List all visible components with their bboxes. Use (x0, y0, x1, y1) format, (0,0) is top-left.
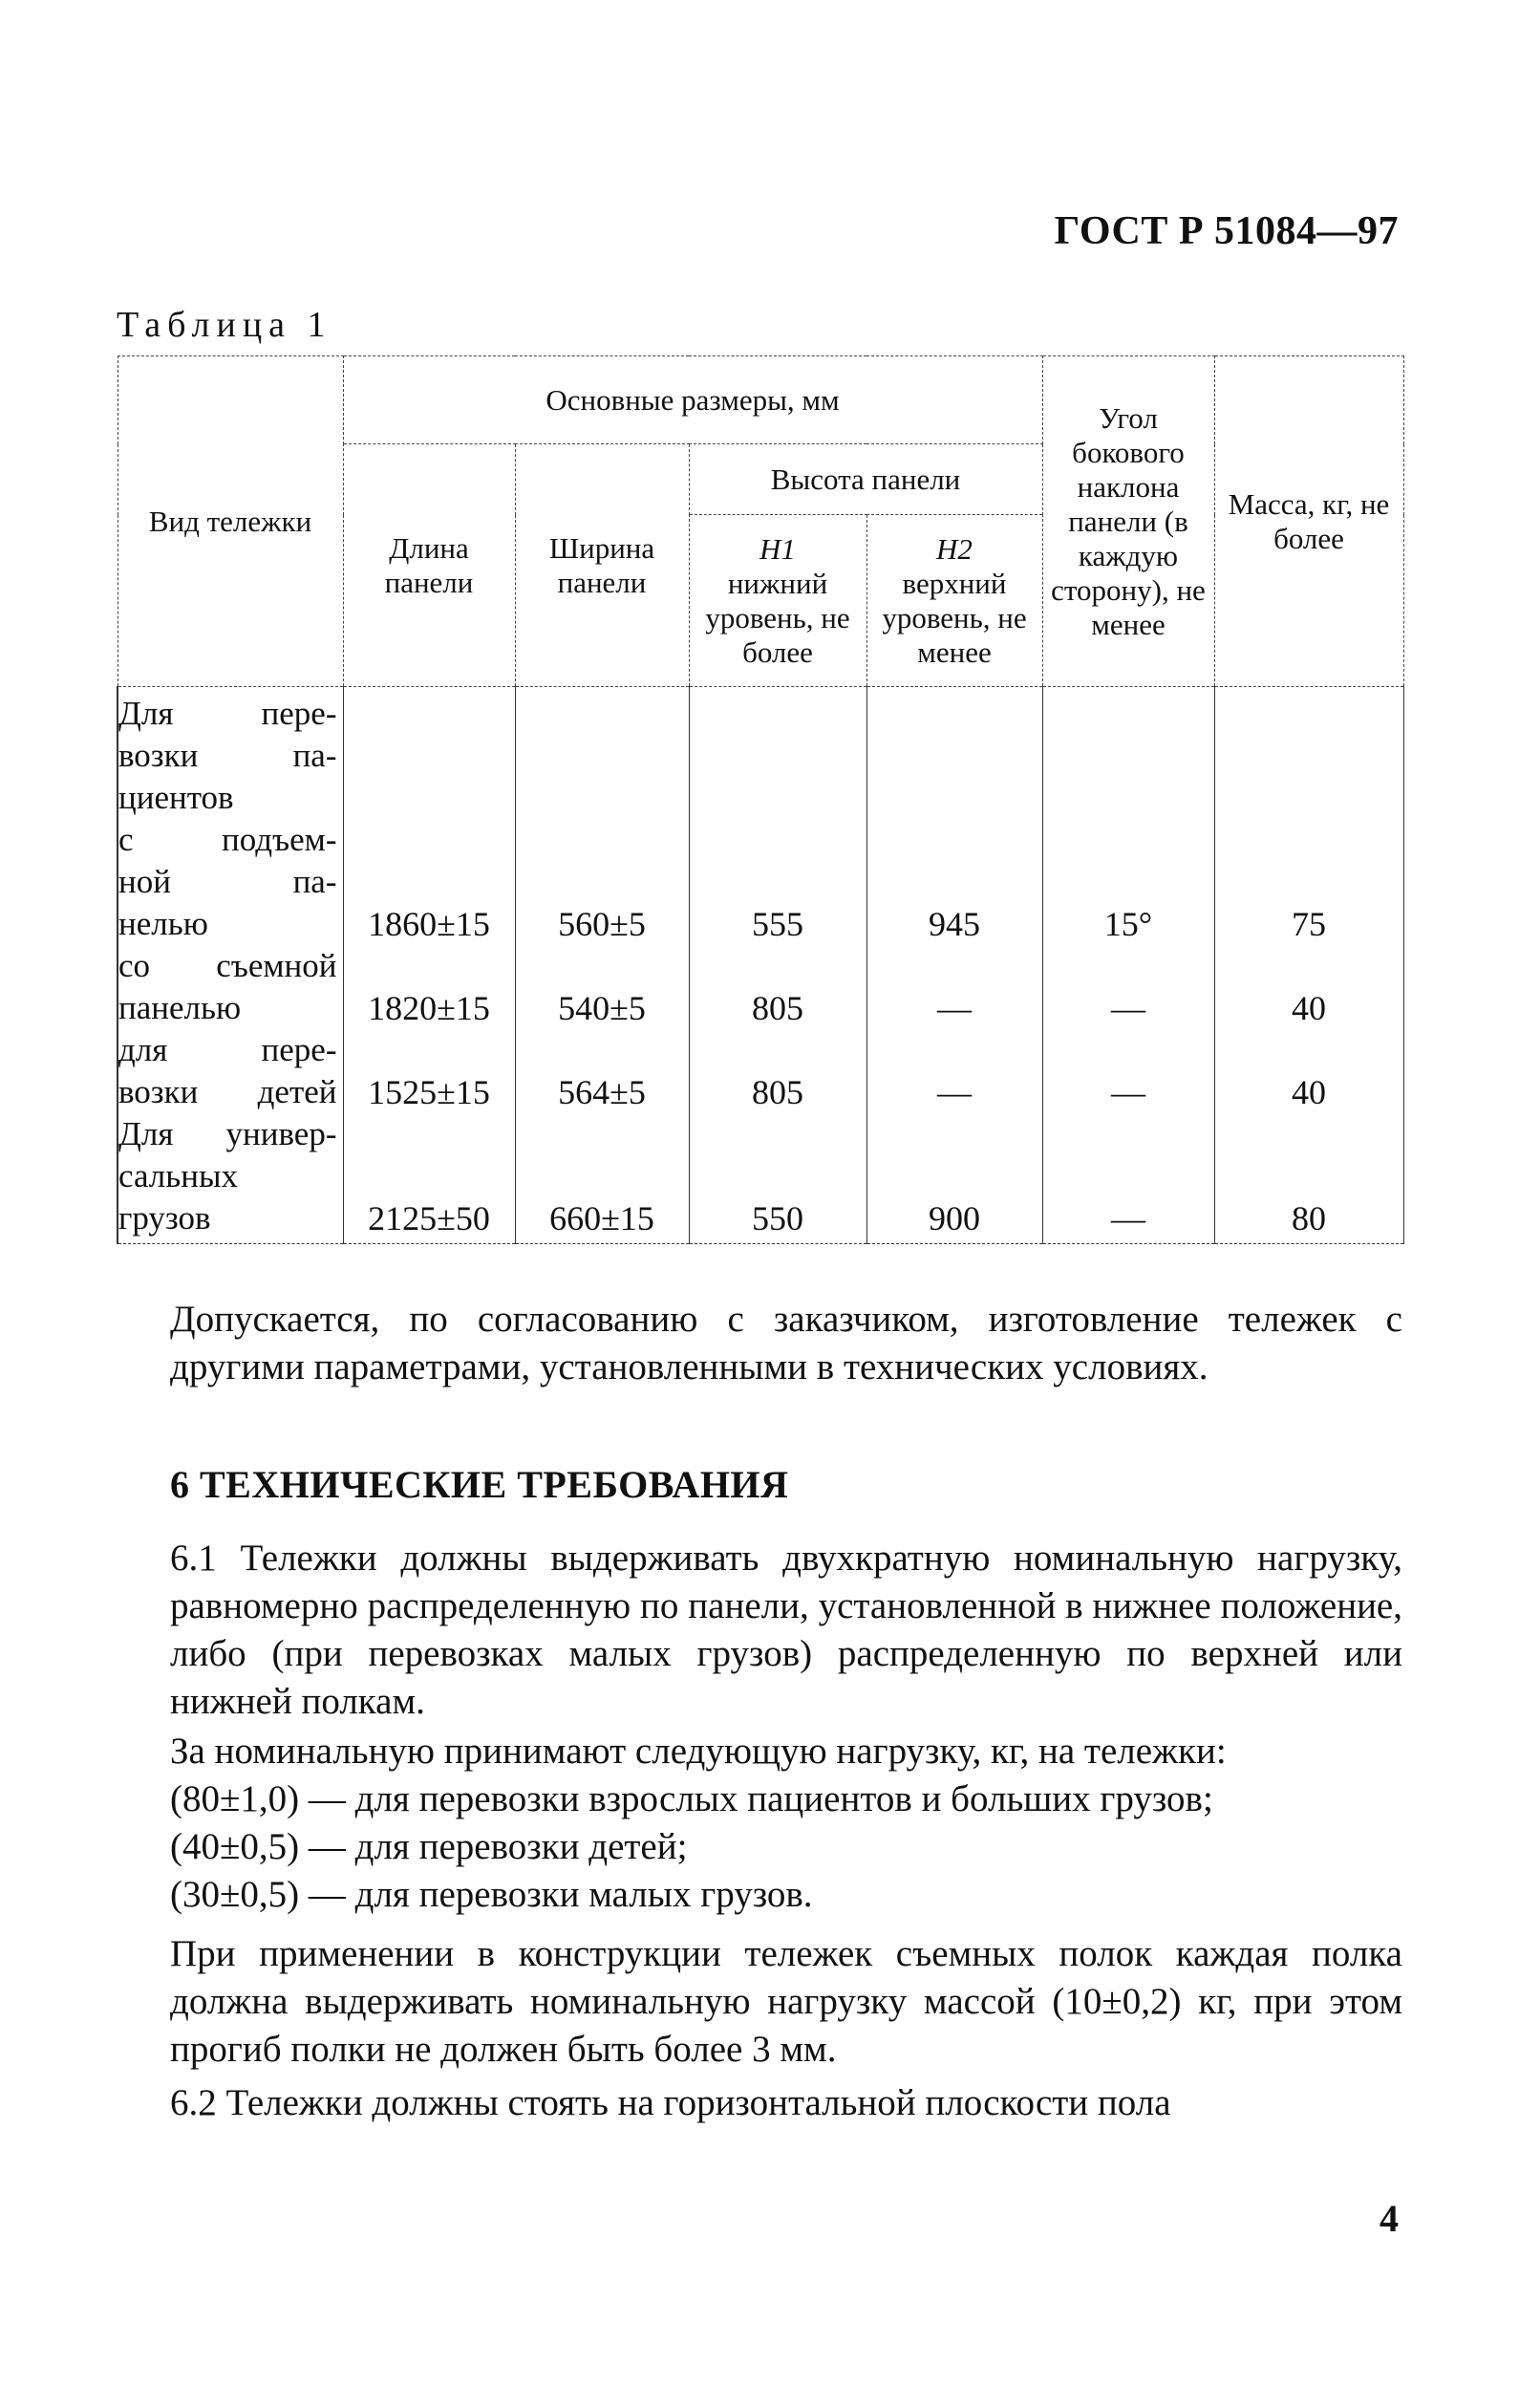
kind-line: грузов (118, 1199, 211, 1237)
cell-h2: 945 (866, 687, 1042, 946)
paragraph-6-2: 6.2 Тележки должны стоять на горизонтальной плоскости пола (170, 2082, 1171, 2123)
row-kind-label (118, 687, 343, 946)
cell-h1: 555 (689, 687, 866, 946)
table-caption: Таблица 1 (117, 305, 332, 345)
cell-length: 1820±15 (343, 945, 515, 1029)
cell-width: 560±5 (515, 687, 689, 946)
row-kind-label (118, 945, 343, 1029)
cell-h2: — (866, 945, 1042, 1029)
table-row (118, 1113, 1403, 1244)
cell-mass: 40 (1214, 945, 1403, 1029)
load-item: (30±0,5) — для перевозки малых грузов. (170, 1874, 813, 1915)
kind-line: со съемной (118, 947, 337, 984)
paragraph-6-1: 6.1 Тележки должны выдерживать двухкратную номинальную нагрузку, равномерно распределенную по панели, установленной в нижнее положение, либо (при перевозках малых грузов) распределенную по верхней или нижней полкам. (170, 1538, 1402, 1722)
row-kind-label (118, 1029, 343, 1113)
cell-length: 1860±15 (343, 687, 515, 946)
kind-line: Для универ- (118, 1115, 337, 1152)
cell-h2: — (866, 1029, 1042, 1113)
header-length: Длина панели (343, 444, 515, 687)
group-label-line: Для пере- (118, 695, 337, 732)
kind-line: с подъем- (118, 821, 337, 858)
cell-angle: — (1042, 945, 1214, 1029)
header-height: Высота панели (689, 444, 1042, 515)
shelves-paragraph: При применении в конструкции тележек съемных полок каждая полка должна выдерживать номинальную нагрузку массой (10±0,2) кг, при этом прогиб полки не должен быть более 3 мм. (170, 1933, 1402, 2070)
page-number: 4 (1380, 2197, 1399, 2240)
cell-angle: — (1042, 1029, 1214, 1113)
load-item: (80±1,0) — для перевозки взрослых пациентов и больших грузов; (170, 1778, 1213, 1819)
cell-mass: 80 (1214, 1113, 1403, 1244)
h1-description: нижний уровень, не более (705, 566, 850, 669)
header-main-sizes: Основные размеры, мм (343, 356, 1042, 444)
kind-line: нелью (118, 905, 208, 942)
group-label-line: циентов (118, 779, 234, 816)
h2-description: верхний уровень, не менее (882, 566, 1027, 669)
h2-symbol: H2 (936, 531, 973, 566)
kind-line: ной па- (118, 863, 337, 900)
kind-line: для пере- (118, 1031, 337, 1068)
nominal-load-intro: За номинальную принимают следующую нагрузку, кг, на тележки: (170, 1731, 1227, 1772)
table-body (118, 687, 1403, 1244)
cell-angle: 15° (1042, 687, 1214, 946)
load-item: (40±0,5) — для перевозки детей; (170, 1826, 688, 1867)
kind-line: панелью (118, 989, 242, 1026)
table-row (118, 687, 1403, 946)
cell-h1: 550 (689, 1113, 866, 1244)
cell-width: 540±5 (515, 945, 689, 1029)
table-row (118, 945, 1403, 1029)
h1-symbol: H1 (759, 531, 796, 566)
cell-length: 1525±15 (343, 1029, 515, 1113)
header-h2 (866, 515, 1042, 687)
specs-table-container (117, 355, 1404, 1244)
cell-width: 564±5 (515, 1029, 689, 1113)
header-kind: Вид тележки (118, 356, 343, 687)
header-mass: Масса, кг, не более (1214, 356, 1403, 687)
specs-table (117, 355, 1404, 1244)
group-label-line: возки па- (118, 737, 337, 774)
row-kind-label (118, 1113, 343, 1244)
cell-mass: 40 (1214, 1029, 1403, 1113)
section-title: 6 ТЕХНИЧЕСКИЕ ТРЕБОВАНИЯ (170, 1463, 789, 1506)
table-note: Допускается, по согласованию с заказчиком, изготовление тележек с другими параметрами, установленными в технических условиях. (170, 1299, 1402, 1388)
cell-mass: 75 (1214, 687, 1403, 946)
table-row (118, 1029, 1403, 1113)
header-angle: Угол бокового наклона панели (в каждую сторону), не менее (1042, 356, 1214, 687)
header-width: Ширина панели (515, 444, 689, 687)
cell-width: 660±15 (515, 1113, 689, 1244)
kind-line: сальных (118, 1157, 238, 1194)
cell-length: 2125±50 (343, 1113, 515, 1244)
cell-h1: 805 (689, 1029, 866, 1113)
kind-line: возки детей (118, 1073, 337, 1110)
header-h1 (689, 515, 866, 687)
cell-h1: 805 (689, 945, 866, 1029)
cell-angle: — (1042, 1113, 1214, 1244)
cell-h2: 900 (866, 1113, 1042, 1244)
document-code: ГОСТ Р 51084—97 (1054, 209, 1399, 253)
